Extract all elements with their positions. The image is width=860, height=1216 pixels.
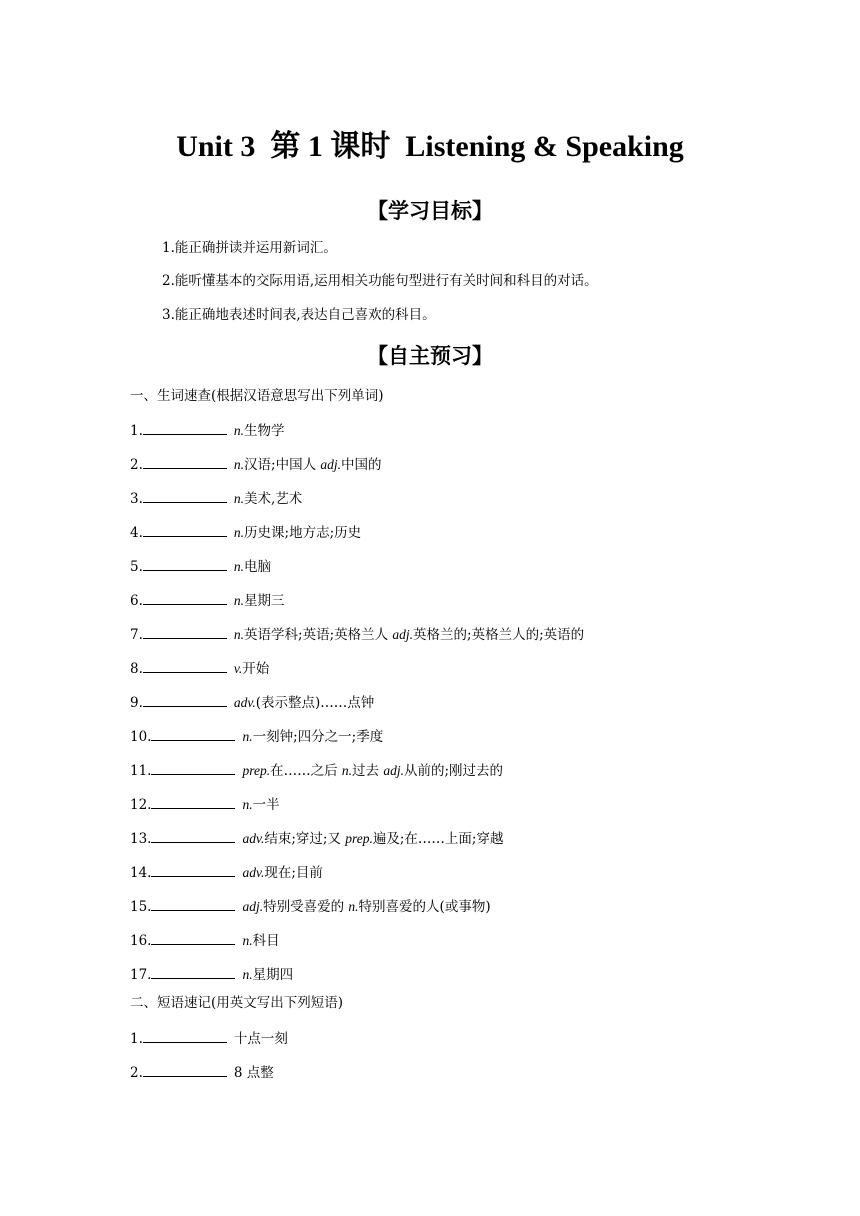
word-meaning: 在……之后 bbox=[270, 763, 342, 779]
part-of-speech: adj. bbox=[383, 763, 404, 778]
part-of-speech: adj. bbox=[242, 899, 264, 914]
word-number: 3. bbox=[130, 491, 143, 507]
answer-blank[interactable] bbox=[151, 862, 235, 877]
answer-blank[interactable] bbox=[151, 828, 235, 843]
part-of-speech: n. bbox=[233, 525, 245, 540]
part-of-speech: adj. bbox=[392, 627, 414, 642]
phrase-item bbox=[130, 1028, 288, 1049]
part-of-speech: n. bbox=[348, 899, 359, 914]
answer-blank[interactable] bbox=[143, 658, 227, 673]
word-meaning: 结束;穿过;又 bbox=[264, 831, 346, 847]
word-item bbox=[130, 930, 280, 951]
word-item bbox=[130, 658, 269, 679]
answer-blank[interactable] bbox=[143, 590, 227, 605]
word-item bbox=[130, 726, 383, 747]
word-item bbox=[130, 862, 323, 883]
answer-blank[interactable] bbox=[151, 760, 235, 775]
word-meaning: 英语学科;英语;英格兰人 bbox=[244, 627, 393, 643]
word-item bbox=[130, 896, 491, 917]
part-of-speech: v. bbox=[233, 661, 243, 676]
word-item bbox=[130, 590, 285, 611]
word-item bbox=[130, 964, 293, 985]
part1-heading: 一、生词速查(根据汉语意思写出下列单词) bbox=[130, 388, 384, 404]
part-of-speech: prep. bbox=[345, 831, 373, 846]
word-meaning: 一半 bbox=[252, 797, 280, 813]
word-number: 13. bbox=[130, 831, 152, 847]
part-of-speech: adv. bbox=[242, 831, 265, 846]
answer-blank[interactable] bbox=[143, 556, 227, 571]
answer-blank[interactable] bbox=[151, 726, 235, 741]
part2-heading: 二、短语速记(用英文写出下列短语) bbox=[130, 995, 344, 1011]
phrase-item bbox=[130, 1062, 274, 1083]
part-of-speech: n. bbox=[242, 967, 253, 982]
page-title: Unit 3 第 1 课时 Listening & Speaking bbox=[176, 130, 684, 163]
word-meaning: 电脑 bbox=[244, 559, 272, 575]
answer-blank[interactable] bbox=[143, 420, 227, 435]
word-number: 5. bbox=[130, 559, 143, 575]
word-meaning: 星期三 bbox=[244, 593, 285, 609]
preview-heading: 【自主预习】 bbox=[367, 344, 493, 368]
word-meaning: 现在;目前 bbox=[264, 865, 323, 881]
word-number: 16. bbox=[130, 933, 152, 949]
word-meaning: 汉语;中国人 bbox=[244, 457, 321, 473]
part-of-speech: adj. bbox=[320, 457, 341, 472]
answer-blank[interactable] bbox=[151, 896, 235, 911]
answer-blank[interactable] bbox=[151, 964, 235, 979]
phrase-number: 1. bbox=[130, 1031, 143, 1047]
word-meaning: 星期四 bbox=[252, 967, 294, 983]
phrase-meaning: 8 点整 bbox=[233, 1065, 274, 1081]
word-number: 4. bbox=[130, 525, 143, 541]
word-meaning: 遍及;在……上面;穿越 bbox=[372, 831, 504, 847]
part-of-speech: n. bbox=[242, 729, 253, 744]
word-item bbox=[130, 420, 285, 441]
phrase-number: 2. bbox=[130, 1065, 143, 1081]
answer-blank[interactable] bbox=[143, 522, 227, 537]
part-of-speech: n. bbox=[242, 797, 253, 812]
word-item bbox=[130, 760, 503, 781]
word-meaning: 特别喜爱的人(或事物) bbox=[358, 899, 491, 915]
word-number: 9. bbox=[130, 695, 143, 711]
word-number: 1. bbox=[130, 423, 143, 439]
part-of-speech: prep. bbox=[242, 763, 271, 778]
word-meaning: 从前的;刚过去的 bbox=[403, 763, 504, 779]
word-number: 8. bbox=[130, 661, 143, 677]
part-of-speech: n. bbox=[242, 933, 253, 948]
word-meaning: 一刻钟;四分之一;季度 bbox=[252, 729, 384, 745]
part-of-speech: n. bbox=[233, 491, 245, 506]
part-of-speech: n. bbox=[233, 627, 245, 642]
answer-blank[interactable] bbox=[143, 1062, 227, 1077]
word-meaning: 历史课;地方志;历史 bbox=[244, 525, 362, 541]
word-item bbox=[130, 624, 584, 645]
word-meaning: 特别受喜爱的 bbox=[263, 899, 349, 915]
word-meaning: 生物学 bbox=[244, 423, 285, 439]
phrase-meaning: 十点一刻 bbox=[233, 1031, 288, 1047]
word-number: 7. bbox=[130, 627, 143, 643]
word-number: 2. bbox=[130, 457, 143, 473]
answer-blank[interactable] bbox=[143, 488, 227, 503]
word-item bbox=[130, 522, 361, 543]
answer-blank[interactable] bbox=[143, 624, 227, 639]
word-item bbox=[130, 794, 280, 815]
answer-blank[interactable] bbox=[151, 794, 235, 809]
word-number: 17. bbox=[130, 967, 152, 983]
word-number: 6. bbox=[130, 593, 143, 609]
answer-blank[interactable] bbox=[143, 692, 227, 707]
part-of-speech: adv. bbox=[233, 695, 256, 710]
word-number: 15. bbox=[130, 899, 152, 915]
part-of-speech: n. bbox=[233, 457, 245, 472]
word-meaning: 科目 bbox=[252, 933, 280, 949]
word-item bbox=[130, 692, 374, 713]
word-meaning: 英格兰的;英格兰人的;英语的 bbox=[413, 627, 585, 643]
word-number: 11. bbox=[130, 763, 152, 779]
part-of-speech: n. bbox=[233, 593, 245, 608]
word-number: 10. bbox=[130, 729, 152, 745]
word-meaning: 过去 bbox=[352, 763, 384, 779]
word-meaning: 中国的 bbox=[341, 457, 382, 473]
word-meaning: (表示整点)……点钟 bbox=[255, 695, 375, 711]
answer-blank[interactable] bbox=[151, 930, 235, 945]
word-meaning: 开始 bbox=[242, 661, 270, 677]
word-number: 14. bbox=[130, 865, 152, 881]
part-of-speech: n. bbox=[341, 763, 353, 778]
word-item bbox=[130, 556, 271, 577]
answer-blank[interactable] bbox=[143, 1028, 227, 1043]
goal-item-3: 3.能正确地表述时间表,表达自己喜欢的科目。 bbox=[162, 307, 436, 323]
word-item bbox=[130, 828, 503, 849]
word-meaning: 美术,艺术 bbox=[244, 491, 303, 507]
part-of-speech: n. bbox=[233, 423, 245, 438]
goal-item-1: 1.能正确拼读并运用新词汇。 bbox=[162, 240, 337, 256]
word-number: 12. bbox=[130, 797, 152, 813]
answer-blank[interactable] bbox=[143, 454, 227, 469]
goal-item-2: 2.能听懂基本的交际用语,运用相关功能句型进行有关时间和科目的对话。 bbox=[162, 273, 598, 289]
word-item bbox=[130, 454, 382, 475]
goals-heading: 【学习目标】 bbox=[367, 199, 493, 223]
part-of-speech: adv. bbox=[242, 865, 265, 880]
part-of-speech: n. bbox=[233, 559, 245, 574]
word-item bbox=[130, 488, 302, 509]
